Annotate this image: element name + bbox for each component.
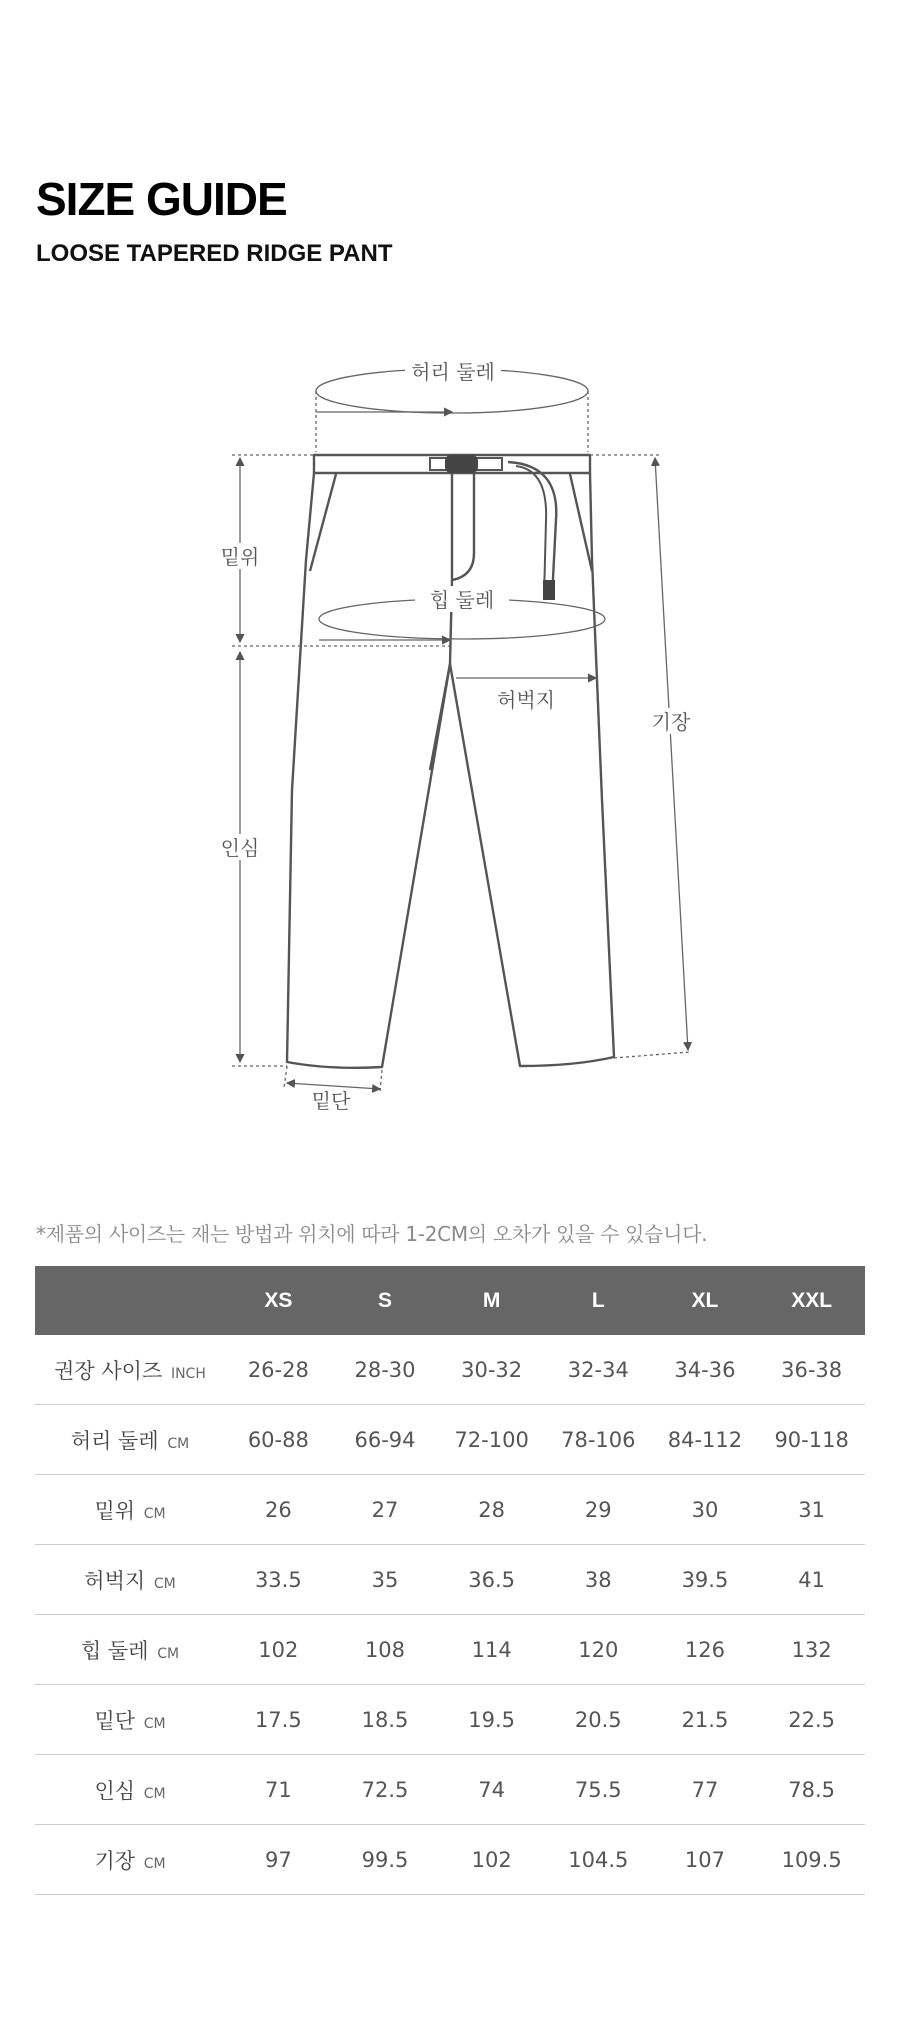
rise-label: 밑위 xyxy=(220,545,260,569)
table-cell: 90-118 xyxy=(758,1405,865,1475)
table-cell: 120 xyxy=(545,1615,652,1685)
row-label-text: 허벅지 xyxy=(84,1568,146,1593)
table-row xyxy=(35,1545,865,1615)
hem-label: 밑단 xyxy=(311,1089,351,1113)
table-cell: 26-28 xyxy=(225,1335,332,1405)
page-title: SIZE GUIDE xyxy=(36,173,287,225)
table-cell: 20.5 xyxy=(545,1685,652,1755)
table-cell: 71 xyxy=(225,1755,332,1825)
length-measure xyxy=(590,455,690,1058)
row-label-text: 힙 둘레 xyxy=(80,1638,149,1663)
row-label-text: 밑위 xyxy=(94,1498,136,1523)
row-label xyxy=(35,1475,225,1545)
size-header-xl: XL xyxy=(652,1266,759,1335)
size-header-m: M xyxy=(438,1266,545,1335)
table-row xyxy=(35,1405,865,1475)
table-cell: 102 xyxy=(438,1825,545,1895)
table-cell: 66-94 xyxy=(332,1405,439,1475)
length-label: 기장 xyxy=(651,710,691,734)
table-row xyxy=(35,1685,865,1755)
table-cell: 72.5 xyxy=(332,1755,439,1825)
size-header-l: L xyxy=(545,1266,652,1335)
waist-label: 허리 둘레 xyxy=(411,360,495,384)
table-row xyxy=(35,1475,865,1545)
row-label xyxy=(35,1825,225,1895)
row-unit: CM xyxy=(157,1645,180,1662)
row-label-text: 권장 사이즈 xyxy=(54,1358,163,1383)
table-cell: 21.5 xyxy=(652,1685,759,1755)
table-cell: 99.5 xyxy=(332,1825,439,1895)
product-name: LOOSE TAPERED RIDGE PANT xyxy=(36,240,393,267)
table-cell: 32-34 xyxy=(545,1335,652,1405)
size-table xyxy=(35,1266,865,1895)
table-cell: 109.5 xyxy=(758,1825,865,1895)
table-cell: 78.5 xyxy=(758,1755,865,1825)
row-label-text: 기장 xyxy=(94,1848,136,1873)
size-header-xxl: XXL xyxy=(758,1266,865,1335)
table-row xyxy=(35,1615,865,1685)
table-cell: 30-32 xyxy=(438,1335,545,1405)
row-unit: CM xyxy=(143,1785,166,1802)
table-cell: 84-112 xyxy=(652,1405,759,1475)
table-row xyxy=(35,1335,865,1405)
table-row xyxy=(35,1825,865,1895)
row-label xyxy=(35,1685,225,1755)
table-cell: 17.5 xyxy=(225,1685,332,1755)
row-unit: CM xyxy=(143,1715,166,1732)
table-cell: 104.5 xyxy=(545,1825,652,1895)
table-cell: 132 xyxy=(758,1615,865,1685)
size-header-blank xyxy=(35,1266,225,1335)
table-cell: 36.5 xyxy=(438,1545,545,1615)
table-cell: 107 xyxy=(652,1825,759,1895)
table-cell: 35 xyxy=(332,1545,439,1615)
table-cell: 78-106 xyxy=(545,1405,652,1475)
table-cell: 29 xyxy=(545,1475,652,1545)
table-cell: 19.5 xyxy=(438,1685,545,1755)
table-cell: 77 xyxy=(652,1755,759,1825)
table-cell: 18.5 xyxy=(332,1685,439,1755)
row-label xyxy=(35,1615,225,1685)
row-unit: CM xyxy=(143,1505,166,1522)
table-cell: 26 xyxy=(225,1475,332,1545)
hip-label: 힙 둘레 xyxy=(429,588,495,612)
table-cell: 74 xyxy=(438,1755,545,1825)
table-cell: 114 xyxy=(438,1615,545,1685)
size-header-xs: XS xyxy=(225,1266,332,1335)
row-unit: CM xyxy=(153,1575,176,1592)
measurement-note: *제품의 사이즈는 재는 방법과 위치에 따라 1-2CM의 오차가 있을 수 있습니다. xyxy=(36,1222,708,1246)
table-cell: 72-100 xyxy=(438,1405,545,1475)
row-label xyxy=(35,1335,225,1405)
table-cell: 22.5 xyxy=(758,1685,865,1755)
table-cell: 39.5 xyxy=(652,1545,759,1615)
table-cell: 34-36 xyxy=(652,1335,759,1405)
inseam-label: 인심 xyxy=(220,836,260,860)
table-cell: 126 xyxy=(652,1615,759,1685)
table-row xyxy=(35,1755,865,1825)
table-cell: 38 xyxy=(545,1545,652,1615)
table-cell: 36-38 xyxy=(758,1335,865,1405)
row-unit: CM xyxy=(143,1855,166,1872)
table-cell: 102 xyxy=(225,1615,332,1685)
thigh-label: 허벅지 xyxy=(497,688,555,712)
table-cell: 75.5 xyxy=(545,1755,652,1825)
size-header-row xyxy=(35,1266,865,1335)
table-cell: 60-88 xyxy=(225,1405,332,1475)
table-cell: 28-30 xyxy=(332,1335,439,1405)
row-label-text: 허리 둘레 xyxy=(70,1428,159,1453)
table-cell: 41 xyxy=(758,1545,865,1615)
table-cell: 28 xyxy=(438,1475,545,1545)
table-cell: 27 xyxy=(332,1475,439,1545)
pants-outline xyxy=(287,455,614,1068)
row-unit: INCH xyxy=(170,1365,206,1382)
row-label-text: 밑단 xyxy=(94,1708,136,1733)
pants-measurement-diagram xyxy=(0,330,900,1140)
table-cell: 31 xyxy=(758,1475,865,1545)
row-label xyxy=(35,1545,225,1615)
row-label-text: 인심 xyxy=(94,1778,136,1803)
belt-buckle xyxy=(430,455,556,600)
row-label xyxy=(35,1405,225,1475)
table-cell: 30 xyxy=(652,1475,759,1545)
row-label xyxy=(35,1755,225,1825)
size-header-s: S xyxy=(332,1266,439,1335)
table-cell: 97 xyxy=(225,1825,332,1895)
table-cell: 108 xyxy=(332,1615,439,1685)
row-unit: CM xyxy=(167,1435,190,1452)
rise-measure xyxy=(232,455,450,646)
table-cell: 33.5 xyxy=(225,1545,332,1615)
